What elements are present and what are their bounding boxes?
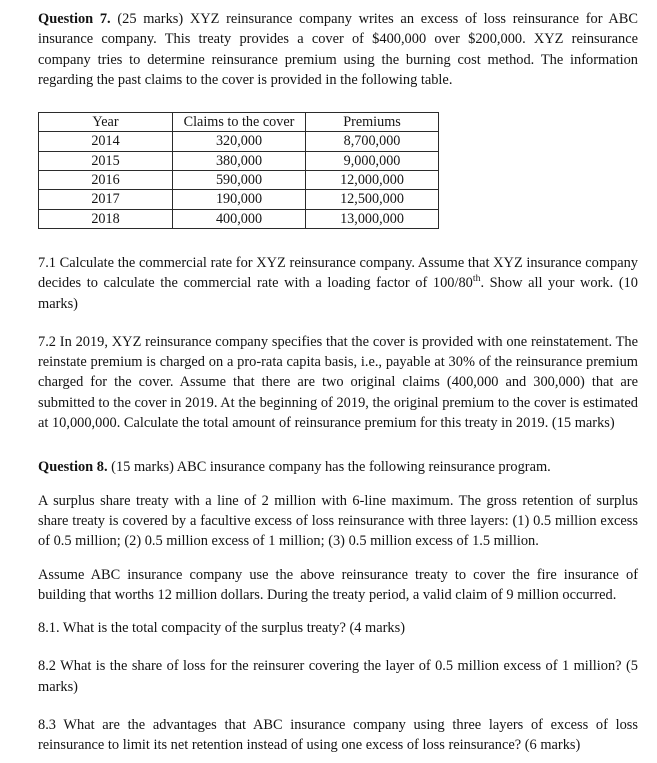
cell-premium: 8,700,000 (306, 132, 439, 151)
spacer (38, 433, 638, 457)
cell-year: 2015 (39, 151, 173, 170)
cell-claims: 590,000 (173, 171, 306, 190)
spacer (38, 478, 638, 491)
cell-premium: 13,000,000 (306, 209, 439, 228)
column-header-premiums: Premiums (306, 113, 439, 132)
spacer (38, 90, 638, 112)
column-header-year: Year (39, 113, 173, 132)
question-8-label: Question 8. (38, 459, 108, 476)
spacer (38, 605, 638, 618)
cell-premium: 12,500,000 (306, 190, 439, 209)
spacer (38, 314, 638, 332)
question-7-label: Question 7. (38, 11, 111, 27)
cell-year: 2018 (39, 209, 173, 228)
cell-claims: 320,000 (173, 132, 306, 151)
ordinal-superscript: th (472, 273, 481, 285)
spacer (38, 229, 638, 253)
question-7-2: 7.2 In 2019, XYZ reinsurance company specifies that the cover is provided with one reinstatement. The reinstate premium is charged on a pro-rata capita basis, i.e., payable at 30% of the reinsurance premium charged for the cover. Assume that there are two original claims (400,000 and 300,000) that are submitted to the cover in 2019. At the beginning of 2019, the original premium to the cover is estimated at 10,000,000. Calculate the total amount of reinsurance premium for this treaty in 2019. (15 marks) (38, 333, 638, 432)
question-8-program-paragraph: A surplus share treaty with a line of 2 million with 6-line maximum. The gross retention of surplus share treaty is covered by a facultive excess of loss reinsurance with three layers: (1) 0.5 million excess of 0.5 million; (2) 0.5 million excess of 1 million; (3) 0.5 million excess of 1.5 million. (38, 492, 638, 550)
cell-year: 2017 (39, 190, 173, 209)
table-row (39, 190, 439, 209)
spacer (38, 552, 638, 565)
page-content (38, 9, 638, 756)
question-8-2: 8.2 What is the share of loss for the reinsurer covering the layer of 0.5 million excess of 1 million? (5 marks) (38, 658, 638, 695)
question-7-1-text-a: 7.1 Calculate the commercial rate for XYZ reinsurance company. Assume that XYZ insurance company decides to calculate the commercial rate with a loading factor of 100/80 (38, 254, 638, 292)
claims-table (38, 112, 439, 229)
cell-claims: 190,000 (173, 190, 306, 209)
question-8-heading (38, 457, 638, 477)
table-row (39, 171, 439, 190)
column-header-claims: Claims to the cover (173, 113, 306, 132)
question-8-assumption-paragraph: Assume ABC insurance company use the above reinsurance treaty to cover the fire insurance of building that worths 12 million dollars. During the treaty period, a valid claim of 9 million occurred. (38, 566, 638, 603)
cell-year: 2014 (39, 132, 173, 151)
question-7-heading (38, 9, 638, 90)
claims-table-wrapper (38, 112, 438, 229)
table-row (39, 132, 439, 151)
cell-claims: 380,000 (173, 151, 306, 170)
question-8-body: (15 marks) ABC insurance company has the following reinsurance program. (107, 459, 551, 476)
question-7-1 (38, 253, 638, 314)
cell-claims: 400,000 (173, 209, 306, 228)
question-8-1: 8.1. What is the total compacity of the surplus treaty? (4 marks) (38, 620, 405, 637)
spacer (38, 638, 638, 656)
cell-year: 2016 (39, 171, 173, 190)
table-row (39, 209, 439, 228)
question-7-1-text-b: . Show all your work. (10 marks) (38, 275, 638, 312)
cell-premium: 9,000,000 (306, 151, 439, 170)
table-row (39, 151, 439, 170)
question-8-3: 8.3 What are the advantages that ABC insurance company using three layers of excess of loss reinsurance to limit its net retention instead of using one excess of loss reinsurance? (6 marks) (38, 717, 638, 754)
question-7-body: (25 marks) XYZ reinsurance company writes an excess of loss reinsurance for ABC insurance company. This treaty provides a cover of $400,000 over $200,000. XYZ reinsurance company tries to determine reinsurance premium using the burning cost method. The information regarding the past claims to the cover is provided in the following table. (38, 11, 638, 88)
cell-premium: 12,000,000 (306, 171, 439, 190)
spacer (38, 697, 638, 715)
table-header-row (39, 113, 439, 132)
